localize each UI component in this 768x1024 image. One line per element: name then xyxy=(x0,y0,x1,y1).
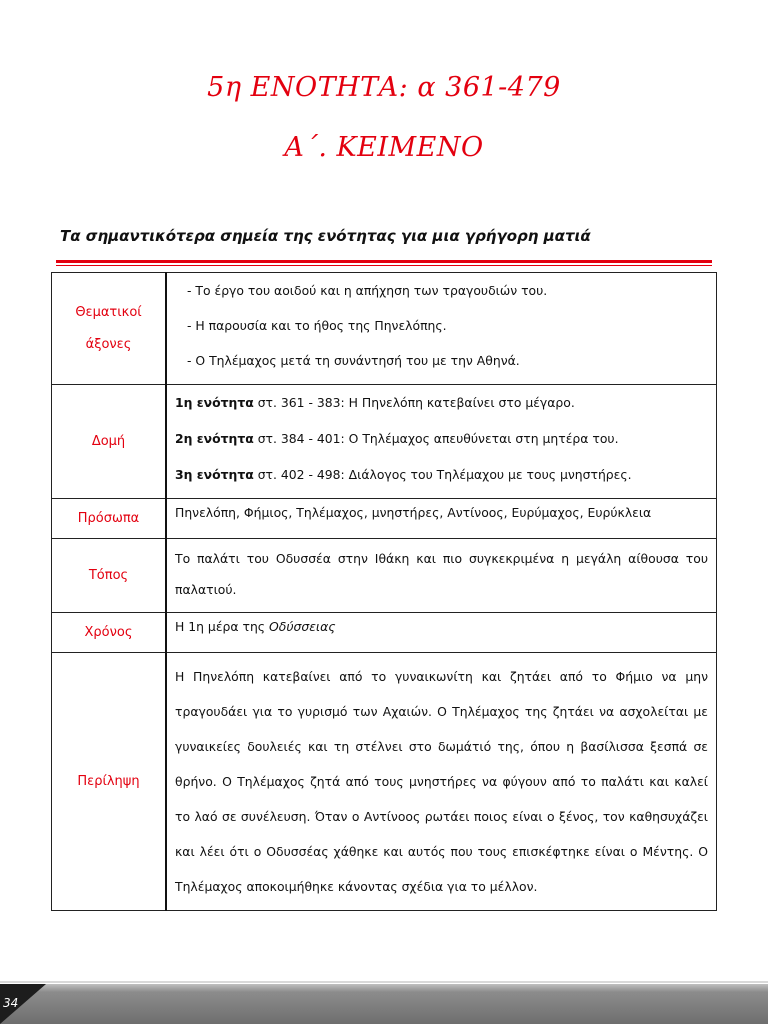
section-subtitle: Α΄. ΚΕΙΜΕΝΟ xyxy=(284,132,484,163)
themes-label-line2: άξονες xyxy=(85,336,132,352)
overview-heading: Τα σημαντικότερα σημεία της ενότητας για μια γρήγορη ματιά xyxy=(60,227,591,245)
persons-label: Πρόσωπα xyxy=(52,499,167,539)
theme-item: - Ο Τηλέμαχος μετά τη συνάντησή του με την Αθηνά. xyxy=(187,353,520,368)
theme-item: - Το έργο του αοιδού και η απήχηση των τραγουδιών του. xyxy=(187,283,548,298)
persons-content: Πηνελόπη, Φήμιος, Τηλέμαχος, μνηστήρες, Αντίνοος, Ευρύμαχος, Ευρύκλεια xyxy=(166,499,717,539)
footer-bar xyxy=(0,984,768,1024)
table-row-time xyxy=(52,613,717,653)
section-title: 5η ΕΝΟΤΗΤΑ: α 361-479 xyxy=(207,72,561,103)
structure-item-text: στ. 402 - 498: Διάλογος του Τηλέμαχου με τους μνηστήρες. xyxy=(253,467,632,482)
structure-item xyxy=(175,457,708,493)
heading-underline-thin xyxy=(56,265,712,266)
structure-item-head: 2η ενότητα xyxy=(175,431,254,446)
time-content xyxy=(166,613,717,653)
summary-label: Περίληψη xyxy=(52,653,167,911)
structure-content xyxy=(166,385,717,499)
table-row-summary xyxy=(52,653,717,911)
structure-item-text: στ. 361 - 383: Η Πηνελόπη κατεβαίνει στο μέγαρο. xyxy=(253,395,575,410)
structure-item xyxy=(175,385,708,421)
place-label: Τόπος xyxy=(52,539,167,613)
structure-item-head: 3η ενότητα xyxy=(175,467,254,482)
place-content: Το παλάτι του Οδυσσέα στην Ιθάκη και πιο συγκεκριμένα η μεγάλη αίθουσα του παλατιού. xyxy=(166,539,717,613)
themes-label-line1: Θεματικοί xyxy=(75,304,142,320)
table-row-persons xyxy=(52,499,717,539)
table-row-place xyxy=(52,539,717,613)
theme-item: - Η παρουσία και το ήθος της Πηνελόπης. xyxy=(187,318,447,333)
summary-content: Η Πηνελόπη κατεβαίνει από το γυναικωνίτη και ζητάει από το Φήμιο να μην τραγουδάει για το γυρισμό των Αχαιών. Ο Τηλέμαχος της ζητάει να ασχολείται με γυναικείες δουλειές και τη στέλνει στο δωμάτιό της, όπου η βασίλισσα ξεσπά σε θρήνο. Ο Τηλέμαχος ζητά από τους μνηστήρες να φύγουν από το παλάτι και καλεί το λαό σε συνέλευση. Όταν ο Αντίνοος ρωτάει ποιος είναι ο ξένος, τον καθησυχάζει και λέει ότι ο Οδυσσέας χάθηκε και αυτός που τους επισκέφτηκε είναι ο Μέντης. Ο Τηλέμαχος αποκοιμήθηκε κάνοντας σχέδια για το μέλλον. xyxy=(166,653,717,911)
structure-label: Δομή xyxy=(52,385,167,499)
heading-underline-thick xyxy=(56,260,712,263)
themes-content xyxy=(166,273,717,385)
themes-label xyxy=(52,273,167,385)
page-number: 34 xyxy=(3,996,19,1010)
time-work-title: Οδύσσειας xyxy=(269,619,336,634)
time-text: Η 1η μέρα της xyxy=(175,619,270,634)
structure-item-text: στ. 384 - 401: Ο Τηλέμαχος απευθύνεται στη μητέρα του. xyxy=(253,431,619,446)
footer-divider xyxy=(0,981,768,983)
structure-item-head: 1η ενότητα xyxy=(175,395,254,410)
summary-table xyxy=(51,272,717,911)
time-label: Χρόνος xyxy=(52,613,167,653)
structure-item xyxy=(175,421,708,457)
table-row-structure xyxy=(52,385,717,499)
table-row-themes xyxy=(52,273,717,385)
